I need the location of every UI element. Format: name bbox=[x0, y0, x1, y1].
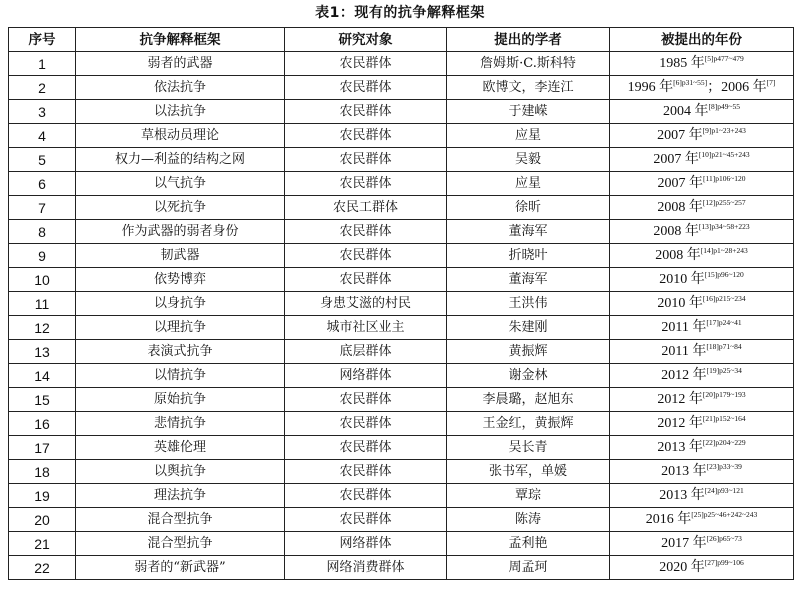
reference-note: [12]p255~257 bbox=[702, 197, 746, 207]
table-row bbox=[9, 532, 794, 556]
row-number: 22 bbox=[9, 556, 76, 580]
row-subject: 农民群体 bbox=[285, 508, 447, 532]
table-row bbox=[9, 412, 794, 436]
row-subject: 农民工群体 bbox=[285, 196, 447, 220]
row-framework: 表演式抗争 bbox=[76, 340, 285, 364]
year-text: 2012 年 bbox=[657, 415, 703, 431]
row-framework: 韧武器 bbox=[76, 244, 285, 268]
year-text: 2012 年 bbox=[657, 391, 703, 407]
year-text: 2011 年 bbox=[661, 319, 707, 335]
row-number: 16 bbox=[9, 412, 76, 436]
year-text-secondary: ；2006 年 bbox=[707, 79, 767, 95]
row-number: 13 bbox=[9, 340, 76, 364]
row-framework: 以死抗争 bbox=[76, 196, 285, 220]
reference-note-secondary: [7] bbox=[766, 77, 776, 87]
reference-note: [16]p215~234 bbox=[702, 293, 746, 303]
row-number: 18 bbox=[9, 460, 76, 484]
table-row bbox=[9, 364, 794, 388]
reference-note: [18]p71~84 bbox=[706, 341, 742, 351]
row-subject: 农民群体 bbox=[285, 412, 447, 436]
row-subject: 农民群体 bbox=[285, 388, 447, 412]
year-text: 2013 年 bbox=[657, 439, 703, 455]
row-number: 1 bbox=[9, 52, 76, 76]
row-year bbox=[610, 244, 794, 268]
reference-note: [22]p204~229 bbox=[702, 437, 746, 447]
row-scholar: 李晨璐，赵旭东 bbox=[447, 388, 610, 412]
reference-note: [6]p31~55] bbox=[673, 77, 708, 87]
row-subject: 农民群体 bbox=[285, 124, 447, 148]
row-year bbox=[610, 340, 794, 364]
row-number: 17 bbox=[9, 436, 76, 460]
row-scholar: 欧博文，李连江 bbox=[447, 76, 610, 100]
header-scholar: 提出的学者 bbox=[447, 28, 610, 52]
row-year bbox=[610, 76, 794, 100]
row-number: 19 bbox=[9, 484, 76, 508]
row-year bbox=[610, 484, 794, 508]
row-framework: 以理抗争 bbox=[76, 316, 285, 340]
reference-note: [24]p93~121 bbox=[704, 485, 744, 495]
row-subject: 农民群体 bbox=[285, 172, 447, 196]
row-scholar: 应星 bbox=[447, 172, 610, 196]
framework-table bbox=[8, 27, 794, 580]
year-text: 2013 年 bbox=[659, 487, 705, 503]
row-framework: 弱者的武器 bbox=[76, 52, 285, 76]
table-title: 表1：现有的抗争解释框架 bbox=[315, 5, 485, 21]
row-number: 5 bbox=[9, 148, 76, 172]
row-scholar: 吴长青 bbox=[447, 436, 610, 460]
table-row bbox=[9, 292, 794, 316]
year-text: 2016 年 bbox=[645, 511, 692, 527]
row-year bbox=[610, 268, 794, 292]
header-framework: 抗争解释框架 bbox=[76, 28, 285, 52]
table-header-row bbox=[9, 28, 794, 52]
table-row bbox=[9, 244, 794, 268]
year-text: 2012 年 bbox=[661, 367, 707, 383]
row-scholar: 应星 bbox=[447, 124, 610, 148]
reference-note: [10]p21~45+243 bbox=[698, 149, 750, 159]
row-number: 14 bbox=[9, 364, 76, 388]
row-number: 7 bbox=[9, 196, 76, 220]
reference-note: [23]p33~39 bbox=[706, 461, 742, 471]
table-row bbox=[9, 76, 794, 100]
row-framework: 依势博弈 bbox=[76, 268, 285, 292]
row-subject: 农民群体 bbox=[285, 52, 447, 76]
year-text: 2017 年 bbox=[661, 535, 707, 551]
table-row bbox=[9, 124, 794, 148]
row-year bbox=[610, 388, 794, 412]
row-framework: 草根动员理论 bbox=[76, 124, 285, 148]
row-year bbox=[610, 532, 794, 556]
row-subject: 农民群体 bbox=[285, 460, 447, 484]
row-subject: 农民群体 bbox=[285, 100, 447, 124]
year-text: 1996 年 bbox=[627, 79, 674, 95]
reference-note: [15]p96~120 bbox=[704, 269, 744, 279]
row-framework: 悲情抗争 bbox=[76, 412, 285, 436]
row-framework: 混合型抗争 bbox=[76, 532, 285, 556]
row-framework: 理法抗争 bbox=[76, 484, 285, 508]
row-year bbox=[610, 172, 794, 196]
year-text: 2008 年 bbox=[657, 199, 703, 215]
table-row bbox=[9, 556, 794, 580]
row-number: 3 bbox=[9, 100, 76, 124]
row-subject: 网络群体 bbox=[285, 364, 447, 388]
row-year bbox=[610, 364, 794, 388]
row-subject: 农民群体 bbox=[285, 244, 447, 268]
year-text: 2007 年 bbox=[657, 127, 703, 143]
row-number: 4 bbox=[9, 124, 76, 148]
row-scholar: 朱建刚 bbox=[447, 316, 610, 340]
row-framework: 以情抗争 bbox=[76, 364, 285, 388]
row-number: 9 bbox=[9, 244, 76, 268]
row-subject: 农民群体 bbox=[285, 436, 447, 460]
row-number: 12 bbox=[9, 316, 76, 340]
row-scholar: 黄振辉 bbox=[447, 340, 610, 364]
row-scholar: 覃琮 bbox=[447, 484, 610, 508]
reference-note: [27]p99~106 bbox=[704, 557, 744, 567]
year-text: 2010 年 bbox=[657, 295, 703, 311]
reference-note: [21]p152~164 bbox=[702, 413, 746, 423]
row-number: 2 bbox=[9, 76, 76, 100]
row-scholar: 董海军 bbox=[447, 268, 610, 292]
table-row bbox=[9, 316, 794, 340]
row-scholar: 谢金林 bbox=[447, 364, 610, 388]
year-text: 2007 年 bbox=[657, 175, 703, 191]
table-row bbox=[9, 268, 794, 292]
row-subject: 农民群体 bbox=[285, 76, 447, 100]
table-row bbox=[9, 52, 794, 76]
row-framework: 权力—利益的结构之网 bbox=[76, 148, 285, 172]
row-subject: 城市社区业主 bbox=[285, 316, 447, 340]
row-year bbox=[610, 148, 794, 172]
row-subject: 农民群体 bbox=[285, 148, 447, 172]
row-scholar: 詹姆斯·C.斯科特 bbox=[447, 52, 610, 76]
header-number: 序号 bbox=[9, 28, 76, 52]
year-text: 2004 年 bbox=[662, 103, 709, 119]
row-year bbox=[610, 124, 794, 148]
year-text: 2008 年 bbox=[653, 223, 699, 239]
row-number: 21 bbox=[9, 532, 76, 556]
row-scholar: 于建嵘 bbox=[447, 100, 610, 124]
row-scholar: 董海军 bbox=[447, 220, 610, 244]
reference-note: [14]p1~28+243 bbox=[700, 245, 748, 255]
table-row bbox=[9, 508, 794, 532]
reference-note: [26]p65~73 bbox=[706, 533, 742, 543]
row-scholar: 徐昕 bbox=[447, 196, 610, 220]
table-row bbox=[9, 148, 794, 172]
row-scholar: 陈涛 bbox=[447, 508, 610, 532]
row-year bbox=[610, 460, 794, 484]
row-subject: 底层群体 bbox=[285, 340, 447, 364]
table-row bbox=[9, 340, 794, 364]
row-number: 8 bbox=[9, 220, 76, 244]
row-subject: 农民群体 bbox=[285, 220, 447, 244]
row-year bbox=[610, 292, 794, 316]
row-framework: 以身抗争 bbox=[76, 292, 285, 316]
row-number: 15 bbox=[9, 388, 76, 412]
row-year bbox=[610, 436, 794, 460]
year-text: 2010 年 bbox=[659, 271, 705, 287]
year-text: 2011 年 bbox=[661, 343, 707, 359]
row-framework: 混合型抗争 bbox=[76, 508, 285, 532]
table-row bbox=[9, 172, 794, 196]
row-scholar: 张书军，单媛 bbox=[447, 460, 610, 484]
year-text: 1985 年 bbox=[659, 55, 705, 71]
year-text: 2007 年 bbox=[653, 151, 699, 167]
row-subject: 网络群体 bbox=[285, 532, 447, 556]
row-scholar: 折晓叶 bbox=[447, 244, 610, 268]
row-framework: 以气抗争 bbox=[76, 172, 285, 196]
row-scholar: 吴毅 bbox=[447, 148, 610, 172]
reference-note: [9]p1~23+243 bbox=[702, 125, 746, 135]
year-text: 2020 年 bbox=[659, 559, 705, 575]
year-text: 2008 年 bbox=[655, 247, 701, 263]
table-row bbox=[9, 220, 794, 244]
row-year bbox=[610, 220, 794, 244]
row-scholar: 王洪伟 bbox=[447, 292, 610, 316]
row-framework: 作为武器的弱者身份 bbox=[76, 220, 285, 244]
row-scholar: 周孟珂 bbox=[447, 556, 610, 580]
row-subject: 农民群体 bbox=[285, 484, 447, 508]
row-year bbox=[610, 316, 794, 340]
row-framework: 依法抗争 bbox=[76, 76, 285, 100]
row-year bbox=[610, 412, 794, 436]
row-number: 20 bbox=[9, 508, 76, 532]
row-subject: 身患艾滋的村民 bbox=[285, 292, 447, 316]
header-subject: 研究对象 bbox=[285, 28, 447, 52]
table-row bbox=[9, 436, 794, 460]
table-row bbox=[9, 460, 794, 484]
row-framework: 原始抗争 bbox=[76, 388, 285, 412]
row-framework: 英雄伦理 bbox=[76, 436, 285, 460]
reference-note: [13]p34~58+223 bbox=[698, 221, 750, 231]
row-framework: 以舆抗争 bbox=[76, 460, 285, 484]
row-scholar: 孟利艳 bbox=[447, 532, 610, 556]
header-year: 被提出的年份 bbox=[610, 28, 794, 52]
table-row bbox=[9, 388, 794, 412]
row-year bbox=[610, 196, 794, 220]
row-year bbox=[610, 100, 794, 124]
reference-note: [17]p24~41 bbox=[706, 317, 742, 327]
year-text: 2013 年 bbox=[661, 463, 707, 479]
row-year bbox=[610, 508, 794, 532]
table-row bbox=[9, 100, 794, 124]
row-framework: 以法抗争 bbox=[76, 100, 285, 124]
row-number: 10 bbox=[9, 268, 76, 292]
row-subject: 网络消费群体 bbox=[285, 556, 447, 580]
row-scholar: 王金红，黄振辉 bbox=[447, 412, 610, 436]
reference-note: [8]p49~55 bbox=[708, 101, 741, 111]
reference-note: [20]p179~193 bbox=[702, 389, 746, 399]
reference-note: [19]p25~34 bbox=[706, 365, 742, 375]
reference-note: [25]p25~46+242~243 bbox=[691, 509, 758, 519]
row-number: 6 bbox=[9, 172, 76, 196]
table-row bbox=[9, 196, 794, 220]
row-number: 11 bbox=[9, 292, 76, 316]
row-year bbox=[610, 556, 794, 580]
reference-note: [11]p106~120 bbox=[702, 173, 746, 183]
table-body bbox=[9, 52, 794, 580]
reference-note: [5]p477~479 bbox=[704, 53, 744, 63]
table-row bbox=[9, 484, 794, 508]
row-year bbox=[610, 52, 794, 76]
row-framework: 弱者的“新武器” bbox=[76, 556, 285, 580]
row-subject: 农民群体 bbox=[285, 268, 447, 292]
